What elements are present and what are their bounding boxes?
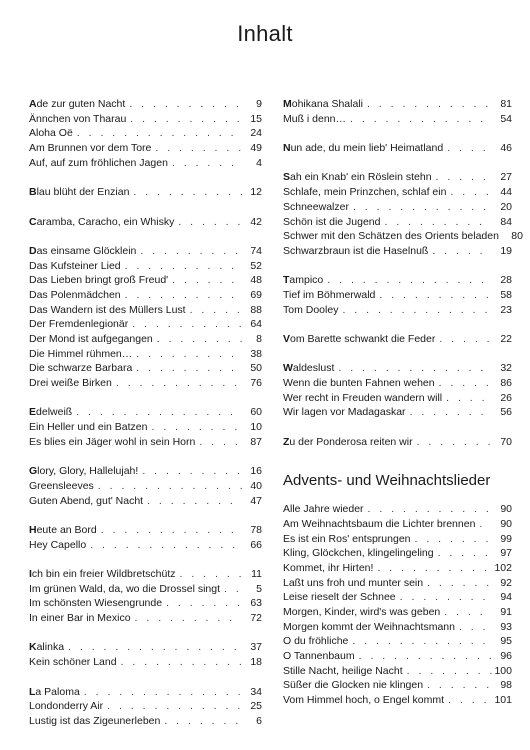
toc-entry (283, 376, 512, 391)
dot-leader (413, 435, 492, 450)
page-number: 60 (250, 406, 262, 419)
dot-leader (346, 112, 492, 127)
toc-entry (29, 611, 262, 626)
toc-entry (283, 664, 512, 679)
toc-entry (283, 229, 523, 244)
song-title: Guten Abend, gut' Nacht (29, 494, 144, 507)
page-number: 4 (256, 156, 262, 169)
toc-entry (29, 420, 262, 435)
toc-entry (29, 288, 262, 303)
toc-entry (283, 361, 512, 376)
page-number: 87 (250, 435, 262, 448)
toc-entry (29, 655, 262, 670)
section-spacer (29, 508, 262, 523)
page-number: 46 (500, 142, 512, 155)
song-title: Die schwarze Barbara (29, 362, 133, 375)
dot-leader (112, 376, 242, 391)
song-title: Süßer die Glocken nie klingen (283, 679, 424, 692)
dot-leader (121, 259, 242, 274)
song-title: Hey Capello (29, 538, 87, 551)
section-spacer (283, 420, 512, 435)
toc-entry (283, 112, 512, 127)
song-title: Ade zur guten Nacht (29, 98, 126, 110)
song-title: Greensleeves (29, 479, 94, 492)
toc-entry (29, 699, 262, 714)
page-number: 34 (250, 685, 262, 698)
page-number: 96 (500, 650, 512, 663)
page-number: 76 (250, 377, 262, 390)
toc-right-column (283, 97, 523, 708)
dot-leader (138, 464, 242, 479)
page-number: 63 (250, 597, 262, 610)
page-number: 12 (250, 186, 262, 199)
toc-entry (283, 605, 512, 620)
dot-leader (435, 332, 492, 347)
song-title: Zu der Ponderosa reiten wir (283, 435, 413, 448)
page-number: 49 (250, 142, 262, 155)
page-number: 22 (500, 333, 512, 345)
toc-entry (29, 141, 262, 156)
toc-entry (283, 532, 512, 547)
page-number: 52 (250, 259, 262, 272)
page-number: 6 (256, 714, 262, 727)
dot-leader (94, 479, 242, 494)
song-title: Tampico (283, 274, 324, 287)
toc-entry (29, 185, 262, 200)
song-title: La Paloma (29, 685, 80, 698)
song-title: Kalinka (29, 641, 65, 654)
song-title: Vom Barette schwankt die Feder (283, 333, 436, 345)
song-title: Das Lieben bringt groß Freud' (29, 274, 169, 287)
dot-leader (132, 347, 242, 362)
page-number: 11 (251, 568, 262, 580)
toc-entry (29, 538, 262, 553)
song-title: Sah ein Knab' ein Röslein stehn (283, 171, 432, 184)
dot-leader (334, 361, 492, 376)
dot-leader (220, 582, 242, 597)
song-title: Am Brunnen vor dem Tore (29, 142, 152, 155)
dot-leader (125, 97, 242, 112)
song-title: Der Fremdenlegionär (29, 318, 129, 331)
page-number: 64 (250, 318, 262, 331)
song-title: Wer recht in Freuden wandern will (283, 391, 443, 404)
song-title: Schlafe, mein Prinzchen, schlaf ein (283, 186, 447, 199)
section-spacer (283, 347, 512, 362)
page-number: 94 (500, 591, 512, 604)
song-title: Ich bin ein freier Wildbretschütz (29, 568, 176, 580)
page-number: 32 (500, 362, 512, 375)
toc-entry (283, 244, 512, 259)
song-title: Laßt uns froh und munter sein (283, 576, 424, 589)
dot-leader (121, 288, 242, 303)
dot-leader (174, 215, 242, 230)
page-number: 24 (250, 127, 262, 140)
toc-entry (283, 634, 512, 649)
page-number: 26 (500, 391, 512, 404)
dot-leader (349, 200, 492, 215)
page-number: 95 (500, 635, 512, 648)
section-spacer (29, 200, 262, 215)
song-title: Blau blüht der Enzian (29, 186, 130, 199)
page-number: 93 (500, 620, 512, 633)
toc-entry (29, 303, 262, 318)
page-number: 28 (500, 274, 512, 287)
page-number: 38 (250, 347, 262, 360)
dot-leader (86, 538, 242, 553)
toc-entry (29, 361, 262, 376)
dot-leader (443, 141, 492, 156)
song-title: Vom Himmel hoch, o Engel kommt (283, 694, 445, 707)
song-title: Muß i denn… (283, 112, 347, 125)
song-title: Das einsame Glöcklein (29, 244, 137, 257)
page-number: 88 (250, 303, 262, 316)
section-spacer (283, 126, 512, 141)
dot-leader (160, 714, 242, 729)
dot-leader (444, 693, 492, 708)
page-number: 74 (250, 244, 262, 257)
toc-entry (283, 391, 512, 406)
dot-leader (168, 273, 242, 288)
dot-leader (186, 303, 242, 318)
toc-entry (29, 685, 262, 700)
toc-left-column (29, 97, 262, 729)
song-title: Lustig ist das Zigeunerleben (29, 714, 161, 727)
toc-entry (283, 435, 512, 450)
page-number: 54 (500, 112, 512, 125)
page-number: 19 (500, 244, 512, 257)
song-title: Schön ist die Jugend (283, 215, 381, 228)
section-spacer (29, 391, 262, 406)
page-number: 97 (500, 547, 512, 560)
page-number: 81 (500, 98, 512, 110)
dot-leader (380, 215, 492, 230)
dot-leader (363, 97, 492, 112)
dot-leader (423, 576, 492, 591)
page-number: 37 (250, 641, 262, 654)
dot-leader (434, 546, 492, 561)
toc-entry (29, 112, 262, 127)
toc-entry (29, 347, 262, 362)
page-number: 92 (500, 576, 512, 589)
song-title: Es ist ein Ros' entsprungen (283, 532, 411, 545)
page-number: 101 (494, 694, 512, 707)
page-number: 50 (250, 362, 262, 375)
dot-leader (364, 502, 492, 517)
song-title: Ännchen von Tharau (29, 112, 127, 125)
song-title: Schwarzbraun ist die Haselnuß (283, 244, 429, 257)
toc-entry (283, 273, 512, 288)
toc-entry (29, 567, 262, 582)
dot-leader (128, 317, 242, 332)
dot-leader (348, 634, 492, 649)
dot-leader (375, 288, 492, 303)
song-title: Heute an Bord (29, 523, 97, 536)
toc-entry (29, 97, 262, 112)
page-number: 102 (494, 561, 512, 574)
song-title: Der Mond ist aufgegangen (29, 333, 153, 345)
page-number: 90 (500, 503, 512, 516)
section-spacer (283, 156, 512, 171)
toc-entry (283, 170, 512, 185)
page-number: 70 (500, 435, 512, 448)
page-number: 58 (500, 288, 512, 301)
toc-entry (283, 678, 512, 693)
page-number: 69 (250, 288, 262, 301)
song-title: Edelweiß (29, 406, 73, 419)
page-title: Inhalt (237, 21, 293, 46)
dot-leader (103, 699, 242, 714)
page-number: 10 (250, 421, 262, 434)
page-number: 99 (500, 532, 512, 545)
toc-entry (29, 126, 262, 141)
song-title: In einer Bar in Mexico (29, 612, 131, 625)
song-title: Am Weihnachtsbaum die Lichter brennen (283, 517, 476, 530)
song-title: Tief im Böhmerwald (283, 288, 376, 301)
dot-leader (143, 494, 242, 509)
toc-entry (29, 376, 262, 391)
song-title: Kommet, ihr Hirten! (283, 561, 374, 574)
page-number: 86 (500, 377, 512, 390)
song-title: Mohikana Shalali (283, 98, 363, 110)
toc-entry (29, 596, 262, 611)
dot-leader (73, 126, 242, 141)
page-number: 80 (511, 230, 523, 243)
song-title: Waldeslust (283, 362, 335, 375)
toc-entry (29, 317, 262, 332)
dot-leader (64, 640, 242, 655)
song-title: Londonderry Air (29, 700, 104, 713)
dot-leader (355, 649, 492, 664)
page-number: 9 (256, 98, 262, 110)
song-title: Leise rieselt der Schnee (283, 591, 396, 604)
toc-entry (283, 649, 512, 664)
page-number: 25 (250, 700, 262, 713)
page-number: 15 (250, 112, 262, 125)
song-title: Morgen, Kinder, wird's was geben (283, 606, 441, 618)
page-number: 72 (250, 612, 262, 625)
page-number: 91 (500, 606, 512, 618)
dot-leader (136, 244, 242, 259)
toc-entry (283, 620, 512, 635)
dot-leader (475, 517, 492, 532)
toc-entry (29, 435, 262, 450)
dot-leader (97, 523, 242, 538)
toc-entry (283, 288, 512, 303)
song-title: Aloha Oë (29, 127, 73, 140)
song-title: Schneewalzer (283, 200, 349, 213)
toc-entry (29, 523, 262, 538)
song-title: O Tannenbaum (283, 650, 355, 663)
dot-leader (132, 361, 242, 376)
section-spacer (29, 626, 262, 641)
dot-leader (455, 620, 492, 635)
toc-entry (283, 517, 512, 532)
song-title: Morgen kommt der Weihnachtsmann (283, 620, 455, 633)
song-title: Tom Dooley (283, 303, 339, 316)
dot-leader (396, 590, 492, 605)
song-title: Schwer mit den Schätzen des Orients beladen (283, 230, 499, 243)
song-title: Wir lagen vor Madagaskar (283, 406, 406, 419)
section-heading: Advents- und Weihnachtslieder (283, 472, 491, 490)
song-title: Die Himmel rühmen… (29, 347, 133, 360)
toc-entry (29, 156, 262, 171)
page-number: 48 (250, 274, 262, 287)
toc-entry (29, 464, 262, 479)
dot-leader (338, 303, 492, 318)
page-number: 56 (500, 406, 512, 419)
toc-entry (283, 97, 512, 112)
dot-leader (131, 611, 242, 626)
song-title: Drei weiße Birken (29, 377, 112, 390)
dot-leader (442, 391, 492, 406)
dot-leader (428, 244, 492, 259)
toc-entry (29, 244, 262, 259)
toc-entry (283, 693, 512, 708)
song-title: Kein schöner Land (29, 656, 117, 669)
song-title: Das Kufsteiner Lied (29, 259, 121, 272)
section-spacer (283, 450, 512, 465)
toc-entry (283, 185, 512, 200)
section-spacer (29, 670, 262, 685)
page-number: 20 (500, 200, 512, 213)
dot-leader (153, 332, 242, 347)
toc-entry (283, 200, 512, 215)
song-title: Auf, auf zum fröhlichen Jagen (29, 156, 168, 169)
dot-leader (126, 112, 242, 127)
toc-entry (283, 141, 512, 156)
page-number: 40 (250, 479, 262, 492)
section-spacer (29, 170, 262, 185)
page-number: 18 (250, 656, 262, 669)
dot-leader (80, 685, 242, 700)
dot-leader (72, 405, 242, 420)
dot-leader (423, 678, 492, 693)
toc-entry (283, 561, 512, 576)
page-number: 44 (500, 186, 512, 199)
toc-entry (29, 273, 262, 288)
dot-leader (175, 567, 242, 582)
toc-entry (283, 546, 512, 561)
toc-entry (29, 259, 262, 274)
dot-leader (435, 376, 492, 391)
toc-entry (29, 494, 262, 509)
page-number: 23 (500, 303, 512, 316)
song-title: Stille Nacht, heilige Nacht (283, 664, 403, 677)
toc-entry (29, 582, 262, 597)
dot-leader (168, 156, 242, 171)
song-title: Glory, Glory, Hallelujah! (29, 465, 139, 478)
page-number: 78 (250, 523, 262, 536)
toc-entry (29, 215, 262, 230)
page-number: 100 (494, 664, 512, 677)
dot-leader (117, 655, 242, 670)
song-title: Es blies ein Jäger wohl in sein Horn (29, 435, 196, 448)
toc-entry (29, 479, 262, 494)
dot-leader (411, 532, 493, 547)
section-spacer (29, 552, 262, 567)
toc-entry (29, 640, 262, 655)
page-number: 16 (250, 465, 262, 478)
dot-leader (151, 141, 242, 156)
song-title: Kling, Glöckchen, klingelingeling (283, 547, 434, 560)
dot-leader (373, 561, 492, 576)
section-spacer (29, 450, 262, 465)
toc-entry (283, 215, 512, 230)
page-number: 66 (250, 538, 262, 551)
page-number: 84 (500, 215, 512, 228)
toc-entry (29, 332, 262, 347)
song-title: Das Polenmädchen (29, 288, 121, 301)
dot-leader (446, 185, 492, 200)
song-title: Caramba, Caracho, ein Whisky (29, 215, 175, 228)
dot-leader (195, 435, 242, 450)
toc-entry (283, 405, 512, 420)
toc-entry (29, 714, 262, 729)
page-number: 8 (256, 333, 262, 345)
page-number: 42 (250, 215, 262, 228)
page-number: 98 (500, 679, 512, 692)
song-title: Wenn die bunten Fahnen wehen (283, 377, 435, 390)
section-spacer (283, 259, 512, 274)
dot-leader (129, 185, 242, 200)
page-number: 27 (500, 171, 512, 184)
page-number: 47 (250, 494, 262, 507)
dot-leader (148, 420, 243, 435)
dot-leader (403, 664, 492, 679)
toc-entry (283, 576, 512, 591)
song-title: Im grünen Wald, da, wo die Drossel singt (29, 582, 221, 595)
dot-leader (406, 405, 492, 420)
dot-leader (432, 170, 492, 185)
song-title: Nun ade, du mein lieb' Heimatland (283, 142, 444, 155)
dot-leader (323, 273, 492, 288)
page-number: 5 (256, 582, 262, 595)
dot-leader (162, 596, 242, 611)
song-title: Das Wandern ist des Müllers Lust (29, 303, 186, 316)
page-number: 90 (500, 517, 512, 530)
toc-entry (283, 332, 512, 347)
song-title: Im schönsten Wiesengrunde (29, 597, 163, 610)
dot-leader (440, 605, 492, 620)
song-title: Alle Jahre wieder (283, 503, 364, 516)
section-spacer (29, 229, 262, 244)
toc-entry (283, 590, 512, 605)
song-title: O du fröhliche (283, 635, 349, 648)
toc-entry (29, 405, 262, 420)
toc-entry (283, 303, 512, 318)
section-spacer (283, 317, 512, 332)
toc-entry (283, 502, 512, 517)
song-title: Ein Heller und ein Batzen (29, 421, 148, 434)
